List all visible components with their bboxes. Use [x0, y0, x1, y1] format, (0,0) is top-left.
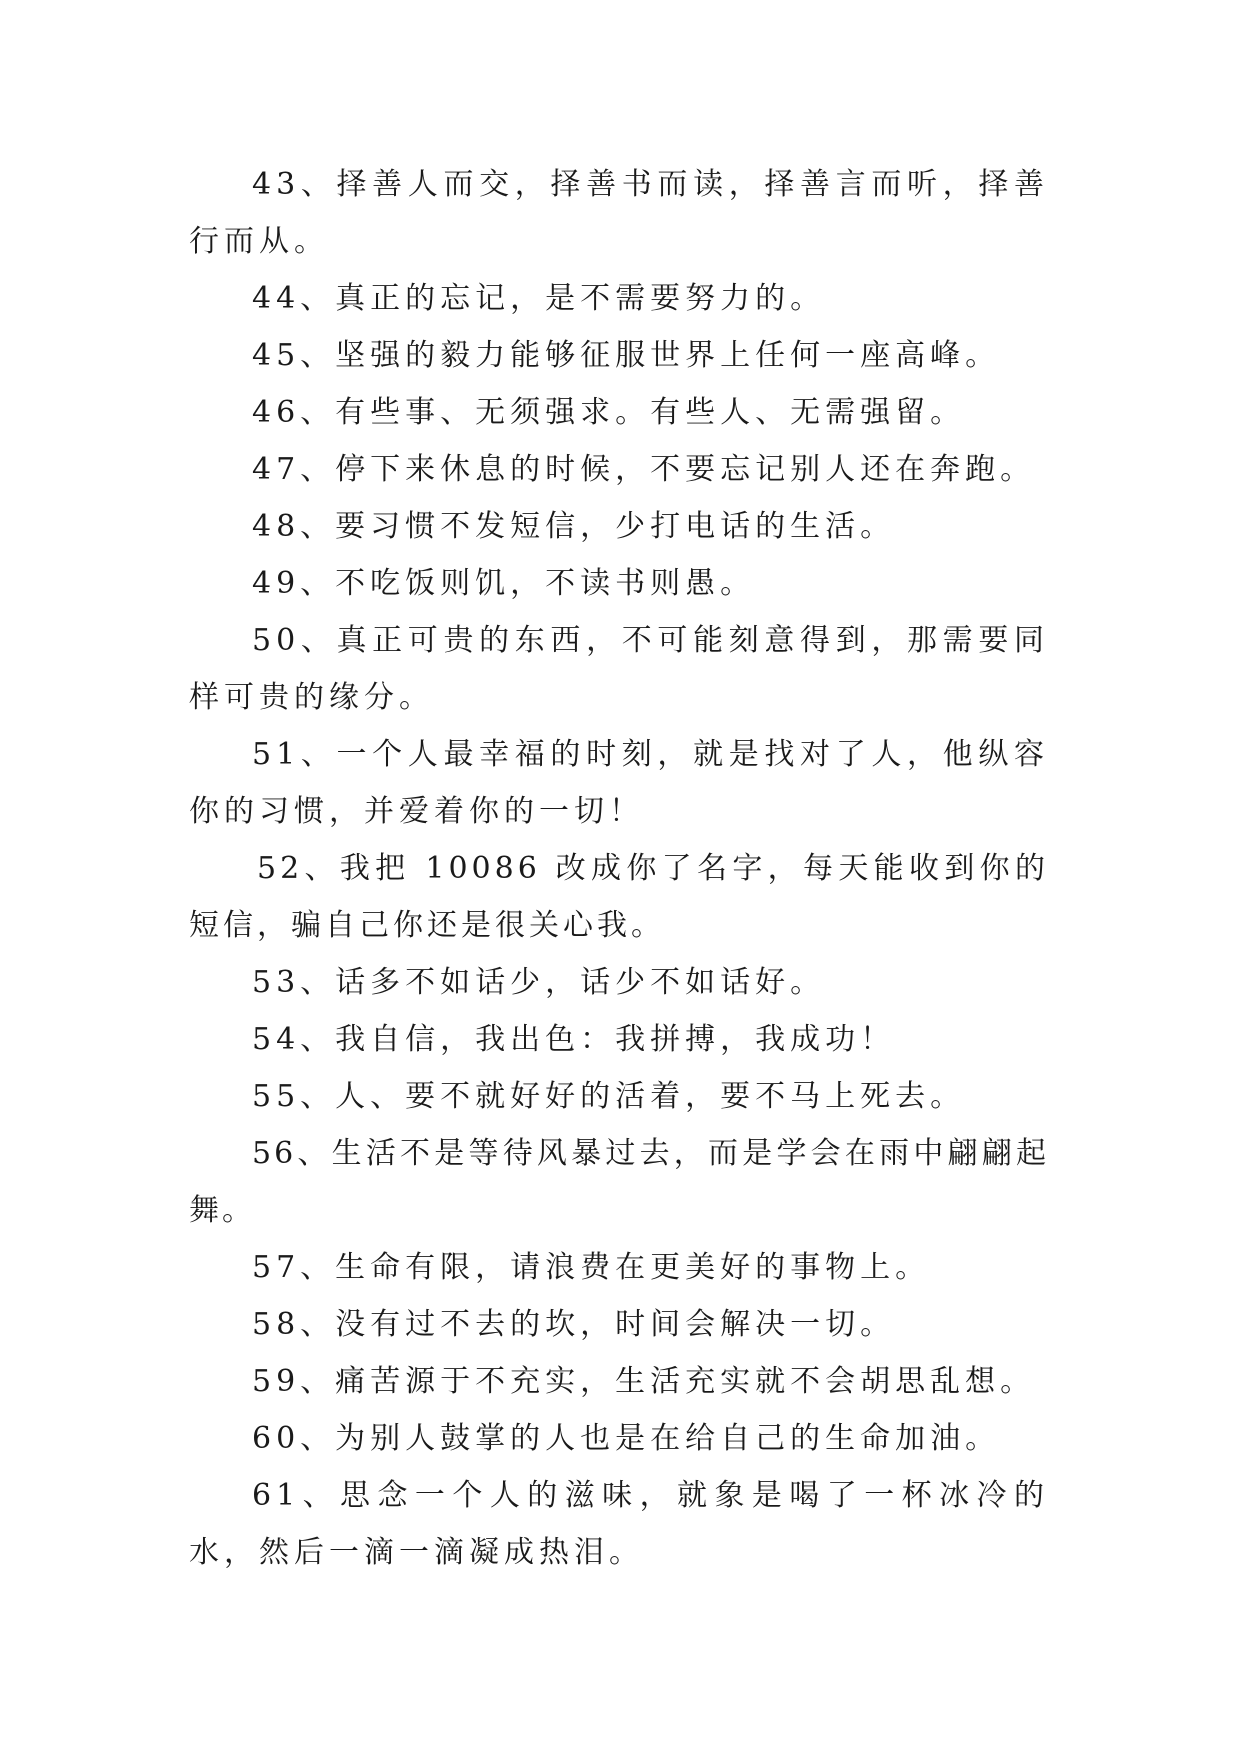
document-body	[189, 156, 1049, 1581]
paragraph-43: 43、择善人而交，择善书而读，择善言而听，择善行而从。	[189, 167, 1049, 259]
paragraph-58: 58、没有过不去的坎，时间会解决一切。	[252, 1307, 896, 1342]
paragraph-60: 60、为别人鼓掌的人也是在给自己的生命加油。	[252, 1421, 1001, 1456]
paragraph-44: 44、真正的忘记，是不需要努力的。	[252, 281, 826, 316]
paragraph-56: 56、生活不是等待风暴过去，而是学会在雨中翩翩起舞。	[189, 1136, 1049, 1228]
paragraph-57: 57、生命有限，请浪费在更美好的事物上。	[252, 1250, 931, 1285]
paragraph-50: 50、真正可贵的东西，不可能刻意得到，那需要同样可贵的缘分。	[189, 623, 1049, 715]
paragraph-55: 55、人、要不就好好的活着，要不马上死去。	[252, 1079, 966, 1114]
paragraph-49: 49、不吃饭则饥，不读书则愚。	[252, 566, 756, 601]
paragraph-46: 46、有些事、无须强求。有些人、无需强留。	[252, 395, 966, 430]
paragraph-48: 48、要习惯不发短信，少打电话的生活。	[252, 509, 896, 544]
paragraph-53: 53、话多不如话少，话少不如话好。	[252, 965, 826, 1000]
paragraph-61: 61、思念一个人的滋味，就象是喝了一杯冰冷的水，然后一滴一滴凝成热泪。	[189, 1478, 1049, 1570]
paragraph-59: 59、痛苦源于不充实，生活充实就不会胡思乱想。	[252, 1364, 1036, 1399]
paragraph-45: 45、坚强的毅力能够征服世界上任何一座高峰。	[252, 338, 1001, 373]
paragraph-52: 52、我把 10086 改成你了名字，每天能收到你的短信，骗自己你还是很关心我。	[189, 851, 1049, 943]
paragraph-54: 54、我自信，我出色：我拼搏，我成功！	[252, 1022, 896, 1057]
paragraph-47: 47、停下来休息的时候，不要忘记别人还在奔跑。	[252, 452, 1036, 487]
paragraph-51: 51、一个人最幸福的时刻，就是找对了人，他纵容你的习惯，并爱着你的一切！	[189, 737, 1049, 829]
